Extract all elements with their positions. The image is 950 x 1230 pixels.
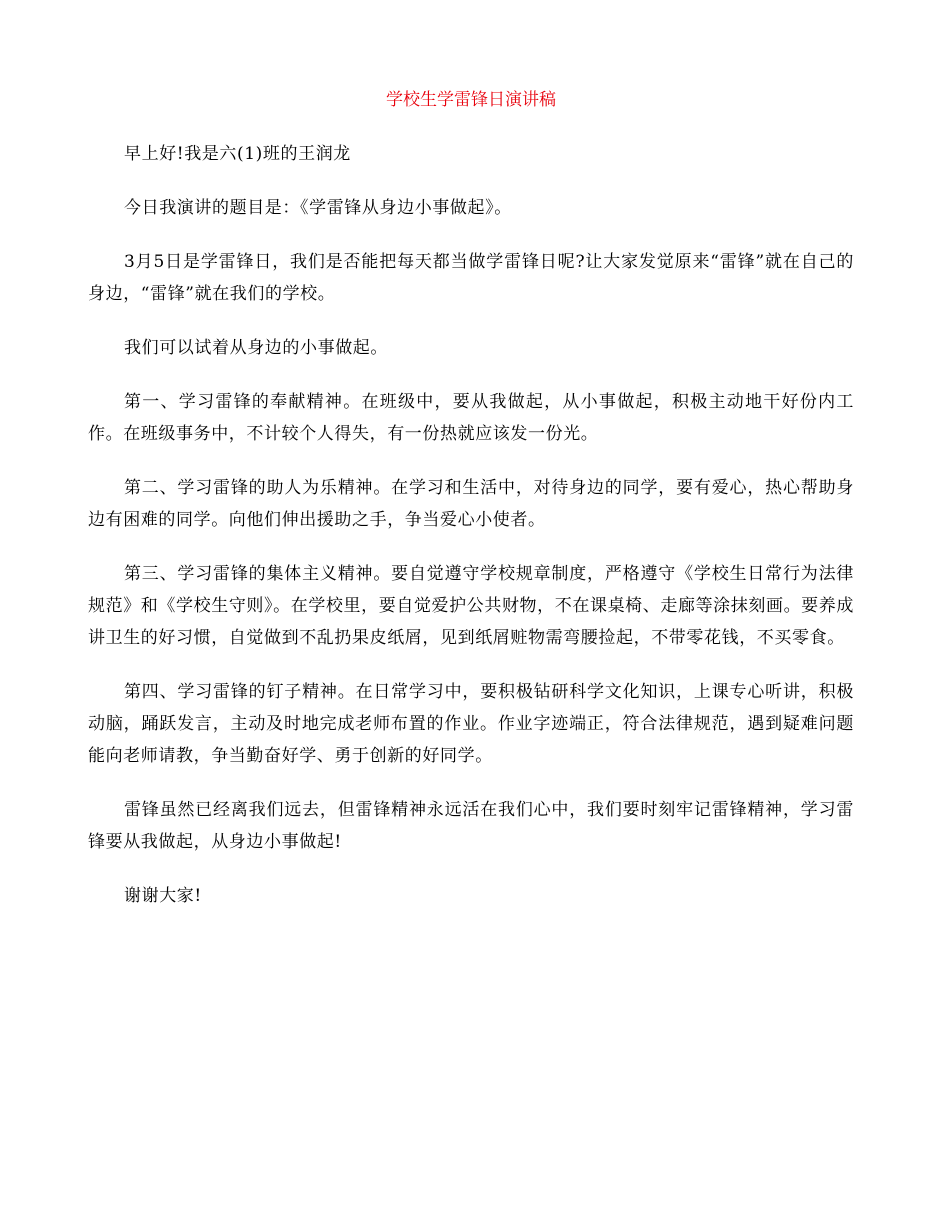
paragraph-conclusion: 雷锋虽然已经离我们远去，但雷锋精神永远活在我们心中，我们要时刻牢记雷锋精神，学习雷锋要从我做起，从身边小事做起!: [88, 800, 854, 852]
paragraph-start-small: 我们可以试着从身边的小事做起。: [124, 338, 388, 358]
paragraph-point-four: 第四、学习雷锋的钉子精神。在日常学习中，要积极钻研科学文化知识，上课专心听讲，积极动脑，踊跃发言，主动及时地完成老师布置的作业。作业字迹端正，符合法律规范，遇到疑难问题能向老师请教，争当勤奋好学、勇于创新的好同学。: [88, 682, 854, 766]
paragraph-intro: 3月5日是学雷锋日，我们是否能把每天都当做学雷锋日呢?让大家发觉原来“雷锋”就在自己的身边，“雷锋”就在我们的学校。: [88, 252, 854, 304]
paragraph-point-three: 第三、学习雷锋的集体主义精神。要自觉遵守学校规章制度，严格遵守《学校生日常行为法律规范》和《学校生守则》。在学校里，要自觉爱护公共财物，不在课桌椅、走廊等涂抹刻画。要养成讲卫生的好习惯，自觉做到不乱扔果皮纸屑，见到纸屑赃物需弯腰捡起，不带零花钱，不买零食。: [88, 564, 854, 648]
paragraph-point-two: 第二、学习雷锋的助人为乐精神。在学习和生活中，对待身边的同学，要有爱心，热心帮助身边有困难的同学。向他们伸出援助之手，争当爱心小使者。: [88, 478, 854, 530]
paragraph-greeting: 早上好!我是六(1)班的王润龙: [124, 144, 351, 164]
paragraph-thanks: 谢谢大家!: [124, 886, 202, 906]
document-title: 学校生学雷锋日演讲稿: [386, 90, 556, 110]
paragraph-point-one: 第一、学习雷锋的奉献精神。在班级中，要从我做起，从小事做起，积极主动地干好份内工作。在班级事务中，不计较个人得失，有一份热就应该发一份光。: [88, 392, 854, 444]
paragraph-topic: 今日我演讲的题目是：《学雷锋从身边小事做起》。: [124, 198, 512, 218]
